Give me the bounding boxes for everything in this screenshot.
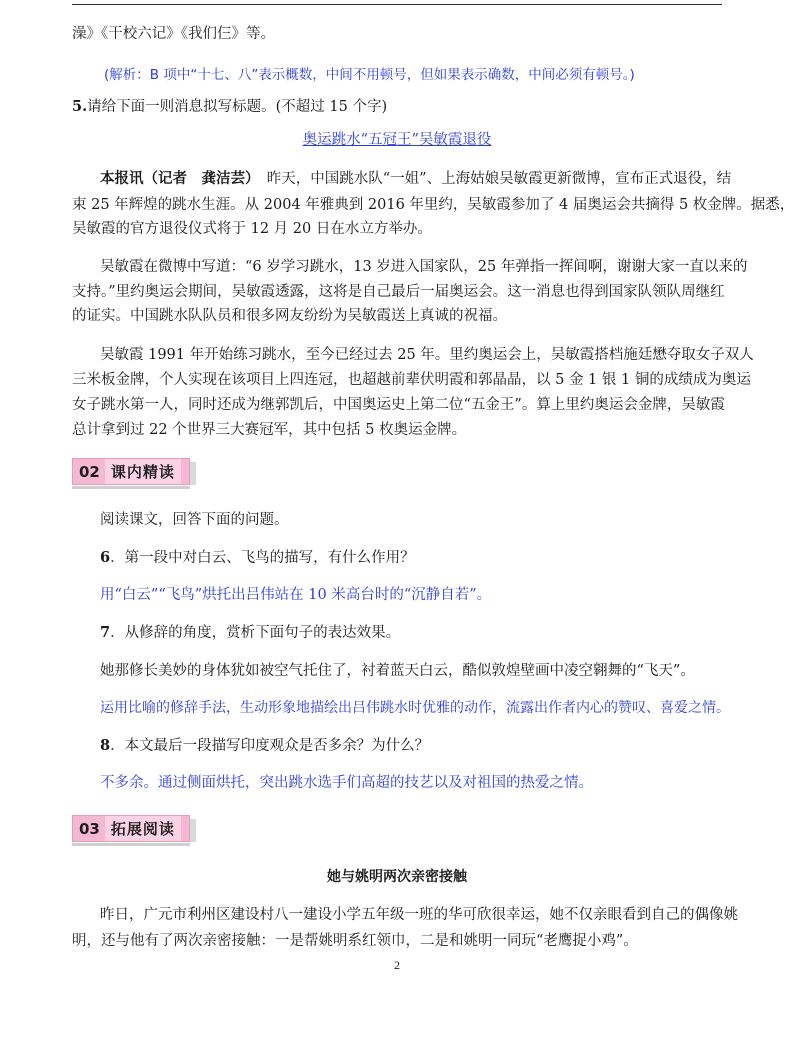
question-5-prompt: 请给下面一则消息拟写标题。(不超过 15 个字) <box>87 99 388 115</box>
question-7-number: 7 <box>100 624 111 641</box>
section-02-shadow <box>190 462 196 485</box>
question-6 <box>100 548 415 568</box>
news-p3-l4: 总计拿到过 22 个世界三大赛冠军，其中包括 5 枚奥运金牌。 <box>72 422 467 438</box>
news-p3-l2: 三米板金牌，个人实现在该项目上四连冠，也超越前辈伏明霞和郭晶晶，以 5 金 1 银 1 铜的成绩成为奥运 <box>72 372 751 388</box>
news-p2-l2: 支持。”里约奥运会期间，吴敏霞透露，这将是自己最后一届奥运会。这一消息也得到国家队领队周继红 <box>72 284 725 300</box>
section-02-number: 02 <box>79 462 100 481</box>
news-p3-l3: 女子跳水第一人，同时还成为继郭凯后，中国奥运史上第二位“五金王”。算上里约奥运会金牌，吴敏霞 <box>72 397 725 413</box>
question-7-text: ．从修辞的角度，赏析下面句子的表达效果。 <box>110 625 401 641</box>
question-7-quote: 她那修长美妙的身体犹如被空气托住了，衬着蓝天白云，酷似敦煌壁画中凌空翱舞的“飞天”。 <box>100 663 695 679</box>
question-7 <box>100 623 400 643</box>
question-7-answer: 运用比喻的修辞手法，生动形象地描绘出吕伟跳水时优雅的动作，流露出作者内心的赞叹、喜爱之情。 <box>100 700 730 716</box>
question-8-text: ．本文最后一段描写印度观众是否多余？为什么？ <box>110 738 430 754</box>
news-byline: 本报讯（记者 龚洁芸） <box>100 171 253 187</box>
page-number: 2 <box>394 958 400 972</box>
news-p3-l1: 吴敏霞 1991 年开始练习跳水，至今已经过去 25 年。里约奥运会上，吴敏霞搭档施廷懋夺取女子双人 <box>100 347 754 363</box>
section-02-underline <box>72 486 190 489</box>
article-line-1: 昨日，广元市利州区建设村八一建设小学五年级一班的华可欣很幸运，她不仅亲眼看到自己的偶像姚 <box>100 907 738 923</box>
section-03-number: 03 <box>79 819 100 838</box>
section-03-shadow <box>190 819 196 842</box>
question-5 <box>72 97 387 117</box>
question-8-number: 8 <box>100 737 111 754</box>
question-6-answer: 用“白云”“飞鸟”烘托出吕伟站在 10 米高台时的“沉静自若”。 <box>100 587 492 603</box>
article-title: 她与姚明两次亲密接触 <box>327 869 467 885</box>
answer-title-text: 奥运跳水“五冠王”吴敏霞退役 <box>302 132 492 148</box>
news-p1-l1: 昨天，中国跳水队“一姐”、上海姑娘吴敏霞更新微博，宣布正式退役，结 <box>252 171 732 187</box>
question-6-number: 6 <box>100 549 111 566</box>
section-03-box <box>72 815 190 842</box>
section-header-03 <box>72 815 196 842</box>
question-8-answer: 不多余。通过侧面烘托，突出跳水选手们高超的技艺以及对祖国的热爱之情。 <box>100 775 593 791</box>
top-fragment: 澡》《干校六记》《我们仨》等。 <box>72 26 275 42</box>
question-8 <box>100 736 429 756</box>
section-02-box <box>72 458 190 485</box>
news-p1-l2: 束 25 年辉煌的跳水生涯。从 2004 年雅典到 2016 年里约，吴敏霞参加了 4 届奥运会共摘得 5 枚金牌。据悉， <box>72 197 794 213</box>
section-02-label: 课内精读 <box>105 459 181 484</box>
news-p1-l3: 吴敏霞的官方退役仪式将于 12 月 20 日在水立方举办。 <box>72 221 432 237</box>
section-03-underline <box>72 843 190 846</box>
read-instruction: 阅读课文，回答下面的问题。 <box>100 512 289 528</box>
question-6-text: ．第一段中对白云、飞鸟的描写，有什么作用？ <box>110 550 415 566</box>
news-paragraph-1-line-1 <box>100 169 731 189</box>
section-header-02 <box>72 458 196 485</box>
top-rule <box>72 4 722 5</box>
question-5-answer-title <box>0 130 794 150</box>
article-line-2: 明，还与他有了两次亲密接触：一是帮姚明系红领巾，二是和姚明一同玩“老鹰捉小鸡”。 <box>72 933 638 949</box>
news-p2-l1: 吴敏霞在微博中写道：“6 岁学习跳水，13 岁进入国家队，25 年弹指一挥间啊，谢谢大家一直以来的 <box>100 259 748 275</box>
news-p2-l3: 的证实。中国跳水队队员和很多网友纷纷为吴敏霞送上真诚的祝福。 <box>72 308 507 324</box>
analysis-note: (解析：B 项中“十七、八”表示概数，中间不用顿号，但如果表示确数，中间必须有顿号。) <box>104 67 635 83</box>
section-03-label: 拓展阅读 <box>105 816 181 841</box>
question-5-number: 5. <box>72 98 88 115</box>
